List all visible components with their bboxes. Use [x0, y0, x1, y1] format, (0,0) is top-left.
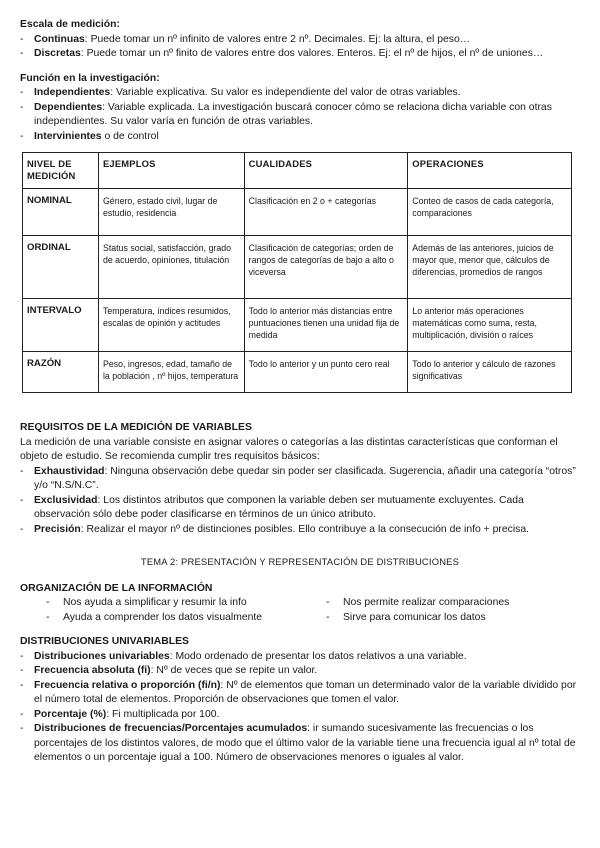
header-operaciones: OPERACIONES: [408, 153, 572, 189]
term: Exhaustividad: [34, 465, 105, 477]
table-header-row: [23, 153, 572, 189]
list-item: [20, 523, 580, 538]
escala-list: [20, 33, 580, 62]
definition: : Modo ordenado de presentar los datos relativos a una variable.: [169, 650, 467, 662]
list-item: [20, 101, 580, 130]
document-page: [20, 18, 580, 766]
header-cualidades: CUALIDADES: [244, 153, 408, 189]
list-item: [20, 708, 580, 723]
operations-cell: Además de las anteriores, juicios de mayor que, menor que, cálculos de diferencias, promedios de rangos: [408, 236, 572, 299]
funcion-list: [20, 86, 580, 144]
list-item: - Nos permite realizar comparaciones: [300, 596, 580, 611]
requisitos-list: [20, 465, 580, 538]
definition: : Los distintos atributos que componen la variable deben ser mutuamente excluyentes. Cada observación sólo debe poder clasificarse en términos de un único atributo.: [34, 494, 524, 520]
tema-heading: TEMA 2: PRESENTACIÓN Y REPRESENTACIÓN DE DISTRIBUCIONES: [140, 556, 460, 567]
list-item: [20, 722, 580, 766]
list-item: - Sirve para comunicar los datos: [300, 611, 580, 626]
definition: : Ninguna observación debe quedar sin poder ser clasificada. Sugerencia, añadir una categoría “otros” y/o “N.S/N.C”.: [34, 465, 576, 491]
examples-cell: Temperatura, índices resumidos, escalas de opinión y actitudes: [98, 299, 244, 352]
operations-cell: Lo anterior más operaciones matemáticas como suma, resta, multiplicación, división o raíces: [408, 299, 572, 352]
term: Porcentaje (%): [34, 708, 107, 720]
term: Exclusividad: [34, 494, 98, 506]
definition: : ir sumando sucesivamente las frecuencias o los porcentajes de los distintos valores, de modo que el último valor de la variable tiene una frecuencia igual al nº total de elementos o un porcentaje igual a 100. Número de observaciones menores o iguales al valor.: [34, 723, 576, 763]
distribuciones-list: [20, 650, 580, 766]
header-nivel: NIVEL DE MEDICIÓN: [23, 153, 99, 189]
level-cell: INTERVALO: [23, 299, 99, 352]
definition: : Realizar el mayor nº de distinciones posibles. Ello contribuye a la consecución de info + precisa.: [80, 523, 530, 535]
definition: o de control: [101, 130, 159, 142]
definition: : Nº de veces que se repite un valor.: [150, 665, 318, 676]
qualities-cell: Clasificación de categorías; orden de rangos de categorías de bajo a alto o viceversa: [244, 236, 408, 299]
definition: : Variable explicada. La investigación buscará conocer cómo se relaciona dicha variable con otras independientes. Su valor varía en función de otras variables.: [34, 101, 552, 127]
term: Distribuciones univariables: [34, 650, 170, 662]
term: Dependientes: [34, 101, 103, 113]
list-item: [20, 494, 580, 523]
list-item: - Nos ayuda a simplificar y resumir la info: [20, 596, 300, 611]
table-row: [23, 352, 572, 393]
definition: : Variable explicativa. Su valor es independiente del valor de otras variables.: [110, 87, 461, 98]
measurement-levels-table: [22, 152, 572, 393]
organizacion-columns: [20, 596, 580, 625]
operations-cell: Todo lo anterior y cálculo de razones significativas: [408, 352, 572, 393]
list-item: [20, 664, 580, 679]
level-cell: RAZÓN: [23, 352, 99, 393]
organizacion-right: [300, 596, 580, 625]
organizacion-left: [20, 596, 300, 625]
list-item: [20, 130, 580, 145]
organizacion-title: ORGANIZACIÓN DE LA INFORMACIÓN: [20, 582, 213, 594]
operations-cell: Conteo de casos de cada categoría, comparaciones: [408, 189, 572, 236]
requisitos-title: REQUISITOS DE LA MEDICIÓN DE VARIABLES: [20, 422, 252, 433]
escala-title: Escala de medición:: [20, 19, 120, 30]
term: Discretas: [34, 48, 81, 59]
list-item: [20, 47, 580, 62]
level-cell: ORDINAL: [23, 236, 99, 299]
term: Distribuciones de frecuencias/Porcentajes acumulados: [34, 723, 308, 734]
level-cell: NOMINAL: [23, 189, 99, 236]
list-item: [20, 650, 580, 665]
term: Intervinientes: [34, 130, 102, 142]
examples-cell: Género, estado civil, lugar de estudio, residencia: [98, 189, 244, 236]
qualities-cell: Todo lo anterior más distancias entre puntuaciones tienen una unidad fija de medida: [244, 299, 408, 352]
table-row: [23, 236, 572, 299]
examples-cell: Status social, satisfacción, grado de acuerdo, opiniones, titulación: [98, 236, 244, 299]
examples-cell: Peso, ingresos, edad, tamaño de la población , nº hijos, temperatura: [98, 352, 244, 393]
term: Continuas: [34, 33, 85, 45]
list-item: - Ayuda a comprender los datos visualmente: [20, 611, 300, 626]
funcion-title: Función en la investigación:: [20, 72, 160, 84]
qualities-cell: Todo lo anterior y un punto cero real: [244, 352, 408, 393]
table-row: [23, 189, 572, 236]
list-item: [20, 86, 580, 101]
definition: : Nº de elementos que toman un determinado valor de la variable dividido por el número total de elementos. Proporción de observaciones que tomen el valor.: [34, 679, 577, 705]
term: Precisión: [34, 523, 81, 535]
term: Independientes: [34, 87, 111, 98]
table-row: [23, 299, 572, 352]
definition: : Puede tomar un nº finito de valores entre dos valores. Enteros. Ej: el nº de hijos, el nº de uniones…: [80, 48, 544, 59]
list-item: [20, 679, 580, 708]
list-item: [20, 465, 580, 494]
term: Frecuencia absoluta (fi): [34, 665, 151, 676]
requisitos-intro: La medición de una variable consiste en asignar valores o categorías a las distintas características que conforman el objeto de estudio. Se recomienda cumplir tres requisitos básicos:: [20, 436, 558, 462]
definition: : Puede tomar un nº infinito de valores entre 2 nº. Decimales. Ej: la altura, el peso…: [84, 33, 471, 45]
distribuciones-title: DISTRIBUCIONES UNIVARIABLES: [20, 636, 189, 647]
qualities-cell: Clasificación en 2 o + categorías: [244, 189, 408, 236]
header-ejemplos: EJEMPLOS: [98, 153, 244, 189]
list-item: [20, 33, 580, 48]
term: Frecuencia relativa o proporción (fi/n): [34, 679, 221, 691]
definition: : Fi multiplicada por 100.: [106, 708, 220, 720]
